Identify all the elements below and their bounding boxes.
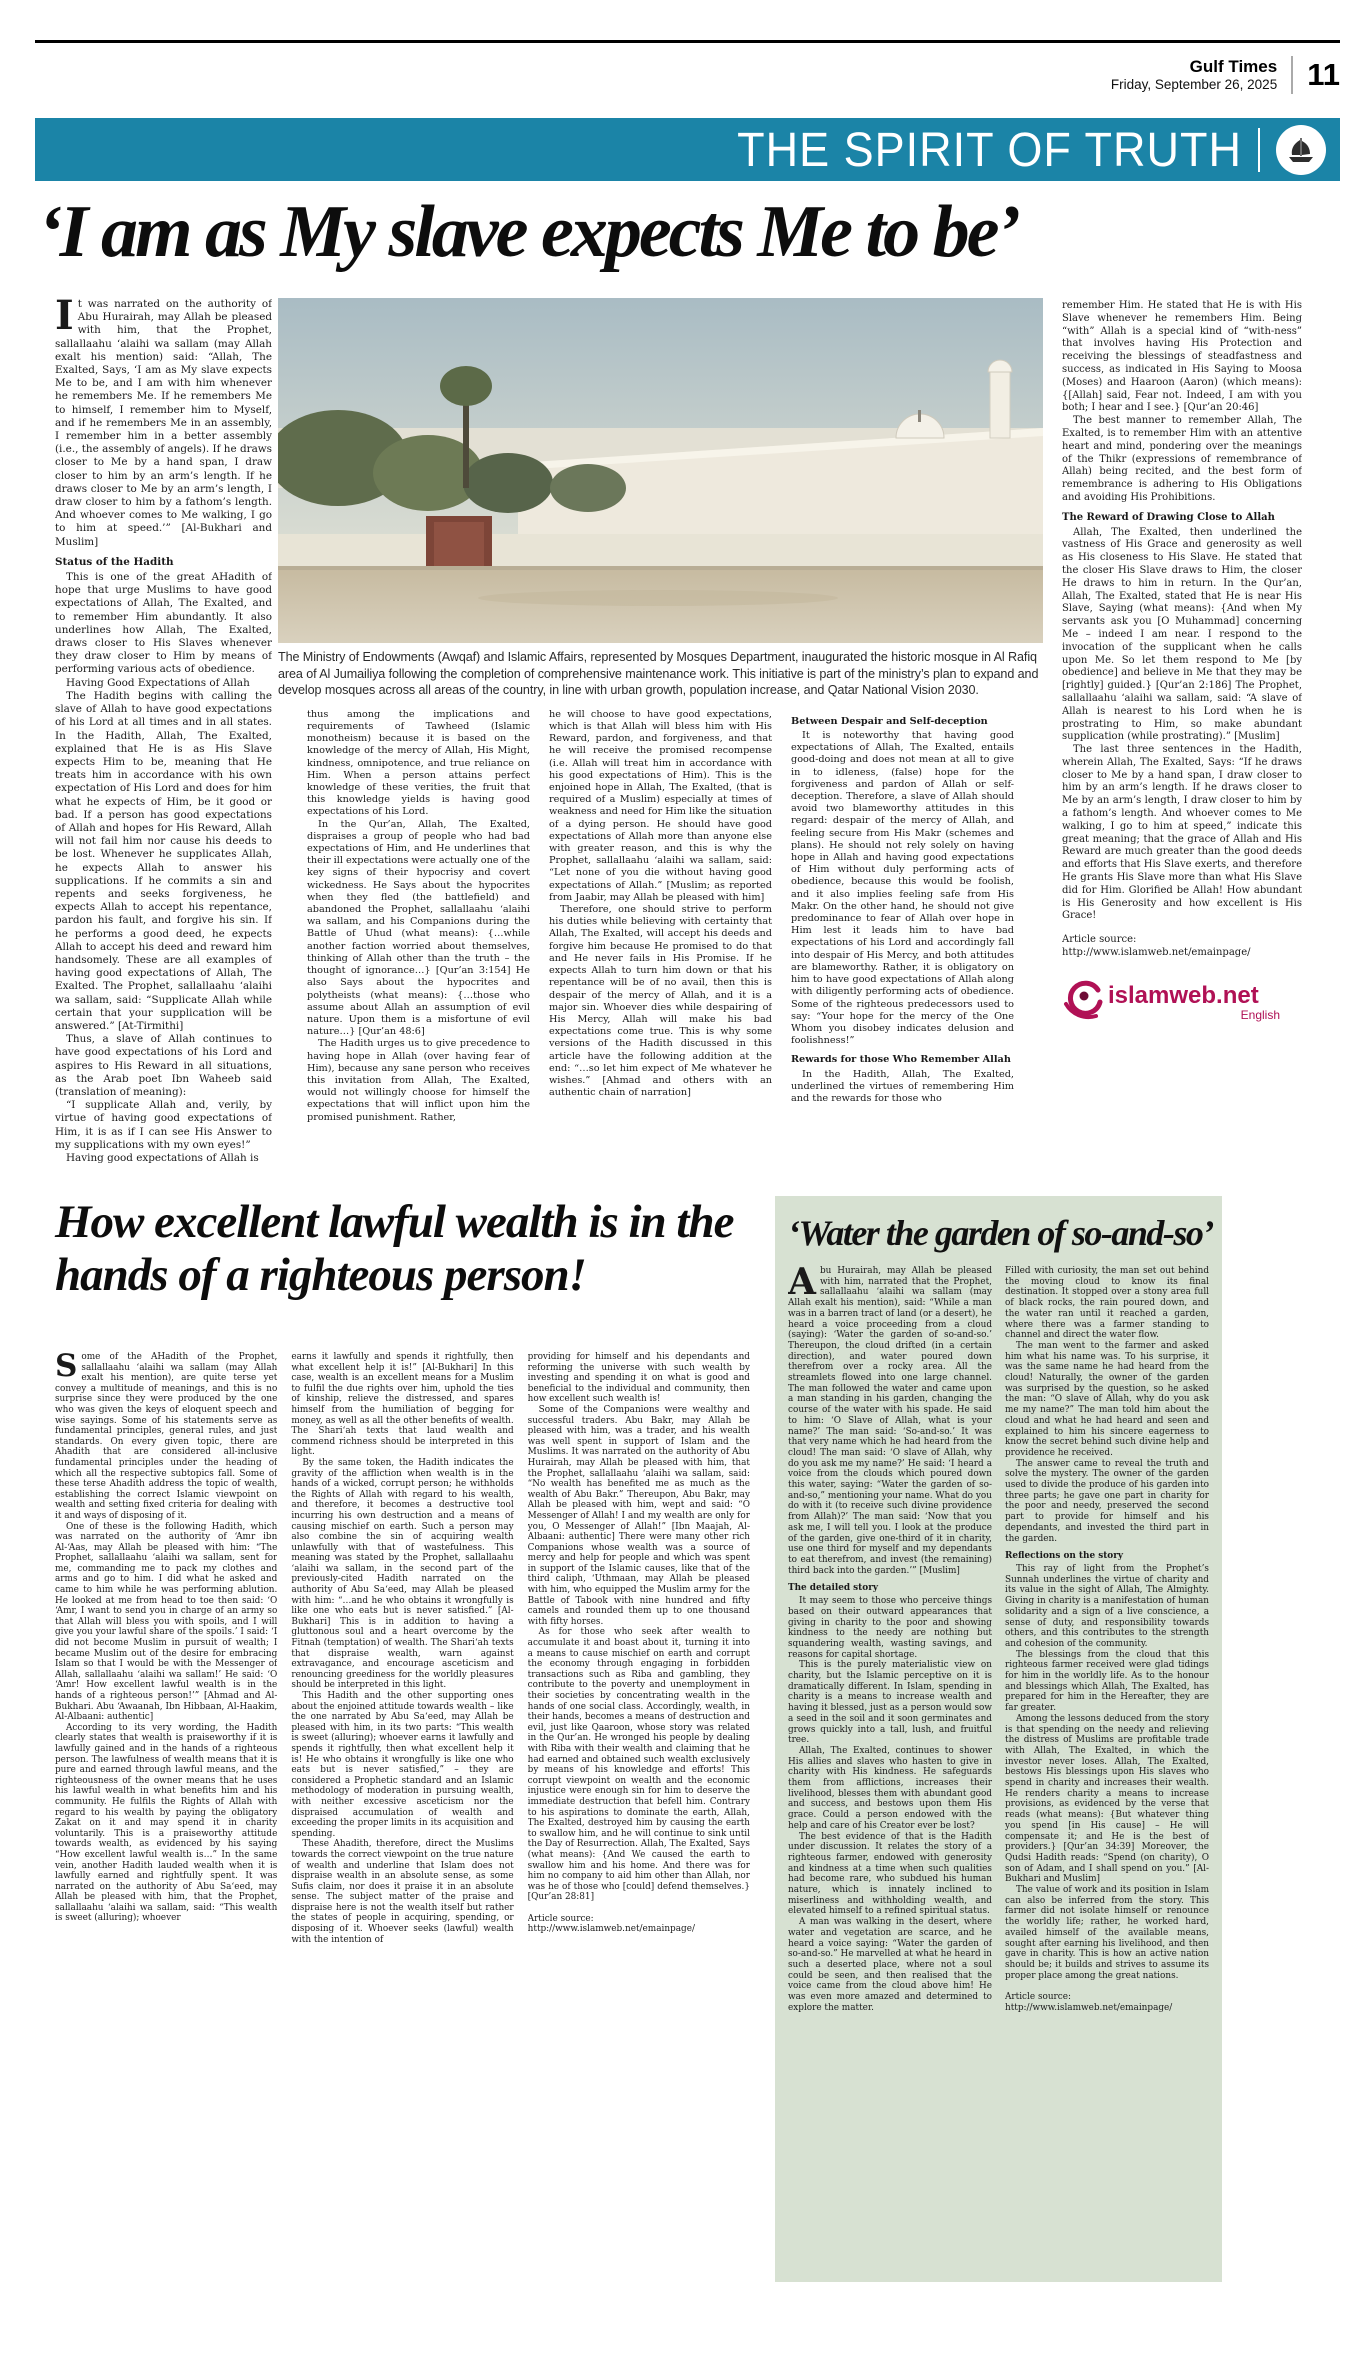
article-source: Article source: http://www.islamweb.net/emainpage/ <box>527 1913 695 1935</box>
paragraph: It may seem to those who perceive things based on their outward appearances that giving in charity to the poor and showing kindness to the needy are nothing but squandering wealth, wasting savings, and reasons for capital shortage. <box>788 1596 992 1660</box>
paragraph: The Hadith urges us to give precedence to having hope in Allah (over having fear of Him), because any sane person who receives this invitation from Allah, The Exalted, would not willingly choose for himself the expectations that will inflict upon him the promised punishment. Rather, <box>307 1038 530 1123</box>
paragraph: By the same token, the Hadith indicates the gravity of the affliction when wealth is in the hands of a wicked, corrupt person; he withholds the Rights of Allah with regard to his wealth, and therefore, it becomes a destructive tool incurring his own destruction and a means of causing mischief on earth. Such a person may also combine the sin of acquiring wealth unlawfully with that of wastefulness. This meaning was stated by the Prophet, sallallaahu ‘alaihi wa sallam, in the second part of the previously-cited Hadith narrated on the authority of Abu Sa‘eed, may Allah be pleased with him: “…and he who obtains it wrongfully is like one who eats but is never satisfied.” [Al-Bukhari] This is in addition to having a gluttonous soul and a heart overcome by the Fitnah (temptation) of wealth. The Shari‘ah texts that dispraise wealth, warn against extravagance, and encourage asceticism and renouncing greediness for the worldly pleasures should be interpreted in this light. <box>291 1457 514 1691</box>
article1-column-5 <box>1062 300 1302 1182</box>
paragraph: Some of the AHadith of the Prophet, sallallaahu ‘alaihi wa sallam (may Allah exalt his mention), are quite terse yet convey a multitude of meanings, and this is no surprise since they were produced by the one who was given the keys of eloquent speech and wise sayings. Some of his statements serve as fundamental principles, general rules, and just standards. On every given topic, there are Ahadith that are considered all-inclusive fundamental principles under the heading of which all the respective subtopics fall. Some of these terse Ahadith address the topic of wealth, establishing the correct Islamic viewpoint on wealth and setting fixed criteria for dealing with it and ways of disposing of it. <box>55 1352 278 1521</box>
paragraph: Having Good Expectations of Allah <box>66 676 250 689</box>
paragraph: remember Him. He stated that He is with His Slave whenever he remembers Him. Being “with” Allah is a special kind of “with-ness” that involves having His Protection and receiving the blessings of steadfastness and success, as indicated in His Saying to Moosa (Moses) and Haaroon (Aaron) (which means): {[Allah] said, Fear not. Indeed, I am with you both; I hear and I see.} [Qur’an 20:46] <box>1062 300 1302 414</box>
article1-column-2 <box>307 709 530 1165</box>
article1-column-3 <box>549 709 772 1165</box>
subheading: Rewards for those Who Remember Allah <box>791 1054 1011 1066</box>
subheading: Between Despair and Self-deception <box>791 715 988 727</box>
banner-divider <box>1258 128 1260 172</box>
article2-headline: How excellent lawful wealth is in the hands of a righteous person! <box>55 1196 734 1302</box>
article3-green-box <box>775 1196 1222 2282</box>
article1-column-4 <box>791 709 1014 1165</box>
masthead-titles <box>1111 57 1277 92</box>
paragraph: Among the lessons deduced from the story is that spending on the needy and relieving the distress of Muslims are profitable trade with Allah, The Exalted, in which the investor never loses. Allah, The Exalted, bestows His blessings upon His slaves who spend in charity and increases their wealth. He renders charity a means to increase provisions, as evidenced by the verse that reads (what means): {But whatever thing you spend [in His cause] – He will compensate it; and He is the best of providers.} [Qur’an 34:39] Moreover, the Qudsi Hadith reads: “Spend (on charity), O son of Adam, and I shall spend on you.” [Al-Bukhari and Muslim] <box>1005 1713 1209 1885</box>
paragraph: A man was walking in the desert, where water and vegetation are scarce, and he heard a voice saying: “Water the garden of so-and-so.” He marvelled at what he heard in such a deserted place, where not a soul could be seen, and then realised that the voice came from the cloud above him! He was even more amazed and determined to explore the matter. <box>788 1917 992 2013</box>
article-source: Article source: http://www.islamweb.net/emainpage/ <box>1005 1992 1173 2014</box>
section-title: THE SPIRIT OF TRUTH <box>737 121 1242 177</box>
subheading: The Reward of Drawing Close to Allah <box>1062 511 1275 523</box>
drop-cap: I <box>55 298 74 339</box>
section-banner <box>35 118 1340 181</box>
paragraph: As for those who seek after wealth to accumulate it and boast about it, turning it into a means to cause mischief on earth and corrupt the economy through engaging in forbidden transactions such as Riba and gambling, they contribute to the poverty and unemployment in their societies by concentrating wealth in the hands of one social class. Accordingly, wealth, in their hands, becomes a means of destruction and evil, just like Qaaroon, whose story was related in the Qur’an. He wronged his people by dealing with Riba with their wealth and claiming that he had earned and obtained such wealth exclusively by means of his knowledge and efforts! This corrupt viewpoint on wealth and the economic injustice were enough sin for him to deserve the immediate destruction that befell him. Contrary to his aspirations to dominate the earth, Allah, The Exalted, destroyed him by causing the earth to swallow him, and he will continue to sink until the Day of Resurrection. Allah, The Exalted, Says (what means): {And We caused the earth to swallow him and his home. And there was for him no company to aid him other than Allah, nor was he of those who [could] defend themselves.} [Qur’an 28:81] <box>527 1627 750 1903</box>
subheading: The detailed story <box>788 1583 879 1594</box>
paragraph: The best manner to remember Allah, The Exalted, is to remember Him with an attentive heart and mind, pondering over the meanings of the Thikr (expressions of remembrance of Allah) being recited, and the best form of remembrance is adhering to His Obligations and avoiding His Prohibitions. <box>1062 415 1302 503</box>
article2-column-1 <box>55 1352 277 2328</box>
paragraph: Thus, a slave of Allah continues to have good expectations of his Lord and aspires to His Reward in all situations, as the Arab poet Ibn Waheeb said (translation of meaning): <box>55 1033 272 1098</box>
paragraph: Therefore, one should strive to perform his duties while believing with certainty that Allah, The Exalted, will accept his deeds and forgive him because He promised to do that and He never fails in His Promise. If he expects Allah to turn him down or that his repentance will be of no avail, then this is despair of the mercy of Allah, and it is a major sin. Whoever dies while despairing of His Mercy, Allah will make his bad expectations come true. This is why some versions of the Hadith discussed in this article have the following addition at the end: “…so let him expect of Me whatever he wishes.” [Ahmad and others with an authentic chain of narration] <box>549 904 772 1099</box>
paragraph: The best evidence of that is the Hadith under discussion. It relates the story of a righteous farmer, endowed with generosity and kindness at a time when such qualities had become rare, who subdued his human nature, which is innately inclined to miserliness and withholding wealth, and elevated himself to a refined spiritual status. <box>788 1831 992 1917</box>
paragraph: This is one of the great AHadith of hope that urge Muslims to have good expectations of Allah, The Exalted, and to remember Him abundantly. It also underlines how Allah, The Exalted, draws closer to His Slaves whenever they draw closer to Him by means of performing various acts of obedience. <box>55 571 272 676</box>
svg-text:English: English <box>1240 1007 1280 1022</box>
drop-cap: A <box>788 1266 816 1303</box>
article1-column-5-text <box>1062 300 1302 960</box>
paragraph: Having good expectations of Allah is <box>66 1152 259 1164</box>
paragraph: In the Hadith, Allah, The Exalted, underlined the virtues of remembering Him and the rewards for those who <box>791 1068 1014 1104</box>
paragraph: One of these is the following Hadith, which was narrated on the authority of ‘Amr ibn Al-‘Aas, may Allah be pleased with him: “The Prophet, sallallaahu ‘alaihi wa sallam, sent for me, commanding me to pack my clothes and arms and go to him. I did what he asked and came to him while he was performing ablution. He looked at me from head to toe then said: ‘O ‘Amr, I want to send you in charge of an army so that Allah will bless you with spoils, and I will give you your lawful share of the spoils.’ I said: ‘I did not become Muslim in pursuit of wealth; I became Muslim out of the desire for embracing Islam so that I would be with the Messenger of Allah, sallallaahu ‘alaihi wa sallam!’ He said: ‘O ‘Amr! How excellent lawful wealth is in the hands of a righteous person!’” [Ahmad and Al-Bukhari. Abu ‘Awaanah, Ibn Hibbaan, Al-Haakim, Al-Albaani: authentic] <box>55 1521 278 1723</box>
article2-column-3 <box>528 1352 750 2328</box>
mosque-photo <box>278 298 1043 643</box>
paragraph: he will choose to have good expectations, which is that Allah will bless him with His Reward, pardon, and forgiveness, and that he will receive the promised recompense (i.e. Allah will treat him in accordance with his good expectations of Him). This is the enjoined hope in Allah, The Exalted, (that is required of a Muslim) especially at times of weakness and need for Him like the situation of a dying person. He should have good expectations of Allah more than anyone else with greater reason, and this is why the Prophet, sallallaahu ‘alaihi wa sallam, said: “Let none of you die without having good expectations of Allah.” [Muslim; as reported from Jaabir, may Allah be pleased with him] <box>549 708 772 903</box>
subheading: Status of the Hadith <box>55 555 174 568</box>
paragraph: providing for himself and his dependants and reforming the universe with such wealth by investing and spending it on what is good and beneficial to the individual and community, then how excellent such wealth is! <box>527 1352 750 1405</box>
article1-photo-block <box>278 298 1043 1182</box>
paragraph: This ray of light from the Prophet’s Sunnah underlines the virtue of charity and its value in the sight of Allah, The Almighty. Giving in charity is a manifestation of human solidarity and a sign of a live conscience, a sense of duty, and responsibility towards others, and this contributes to the strength and cohesion of the community. <box>1005 1563 1209 1649</box>
article3-headline: ‘Water the garden of so-and-so’ <box>788 1213 1213 1253</box>
paragraph: Allah, The Exalted, continues to shower His allies and slaves who hasten to give in charity with His kindness. He safeguards them from afflictions, increases their livelihood, blesses them with abundant good and success, and bestows upon them His grace. Could a person endowed with the help and care of his Creator ever be lost? <box>788 1745 992 1831</box>
paragraph: The blessings from the cloud that this righteous farmer received were glad tidings for him in the worldly life. As to the honour and blessings which Allah, The Exalted, has prepared for him in the Hereafter, they are far greater. <box>1005 1649 1209 1714</box>
paragraph: “I supplicate Allah and, verily, by virtue of having good expectations of Him, it is as if I can see His Answer to my supplications with my own eyes!” <box>55 1099 272 1151</box>
paragraph: Abu Hurairah, may Allah be pleased with him, narrated that the Prophet, sallallaahu ‘alaihi wa sallam (may Allah exalt his mention), said: “While a man was in a barren tract of land (or a desert), he heard a voice proceeding from a cloud (saying): ‘Water the garden of so-and-so.’ Thereupon, the cloud drifted (in a certain direction), and water poured down therefrom over a rocky area. All the streamlets flowed into one large channel. The man followed the water and came upon a man standing in his garden, changing the course of the water with his spade. He said to him: ‘O Slave of Allah, what is your name?’ The man said: ‘So-and-so.’ It was that very name which he had heard from the cloud! The man said: ‘O slave of Allah, why do you ask me my name?’ He said: ‘I heard a voice from the clouds which poured down this water, saying: “Water the garden of so-and-so,” mentioning your name. What do you do with it (to receive such divine providence from Allah)?’ The man said: ‘Now that you ask me, I will tell you. I look at the produce of the garden, give one-third of it in charity, use one third for myself and my dependants to eat therefrom, and invest (the remaining) third back into the garden.’” [Muslim] <box>788 1266 992 1576</box>
paragraph: Allah, The Exalted, then underlined the vastness of His Grace and generosity as well as His closeness to His Slave. He stated that the closer His Slave draws to Him, the closer He draws to him in return. In the Qur’an, Allah, The Exalted, stated that He is near His Slave, Saying (what means): {And when My servants ask you [O Muhammad] concerning Me – indeed I am near. I respond to the invocation of the supplicant when he calls upon Me. So let them respond to Me [by obedience] and believe in Me that they may be [rightly] guided.} [Qur’an 2:186] The Prophet, sallallaahu ‘alaihi wa sallam, said: “A slave of Allah is nearest to his Lord when he is prostrating to Him, so make abundant supplication (while prostrating).” [Muslim] <box>1062 526 1302 743</box>
paragraph: The last three sentences in the Hadith, wherein Allah, The Exalted, Says: “If he draws closer to Me by a hand span, I draw closer to him by an arm’s length. If he draws closer to Me by an arm’s length, I draw closer to him by a fathom’s length. And whoever comes to Me walking, I go to him at speed,” indicate this great meaning; that the grace of Allah and His Reward are much greater than the good deeds and efforts that His Slave exerts, and therefore He grants His Slave more than what His Slave did for Him. Glorified be Allah! How abundant is His Generosity and how excellent is His Grace! <box>1062 744 1302 922</box>
islamweb-logo <box>1062 970 1302 1029</box>
article3-columns <box>788 1266 1209 2261</box>
paragraph: thus among the implications and requirements of Tawheed (Islamic monotheism) because it is based on the knowledge of the mercy of Allah, His Might, kindness, omnipotence, and true reliance on Him. When a person attains perfect knowledge of these verities, the fruit that this knowledge yields is having good expectations of his Lord. <box>307 708 530 818</box>
paragraph: The Hadith begins with calling the slave of Allah to have good expectations of his Lord at all times and in all states. In the Hadith, Allah, The Exalted, explained that He is as His Slave expects Him to be, meaning that He treats him in accordance with his own expectation of His Lord and does for him what he expects of Him, be it good or bad. If a person has good expectations of Allah and hopes for His Reward, Allah will not fail him nor cause his deeds to be lost. Whenever he supplicates Allah, he expects Allah to answer his supplications. If he commits a sin and repents and seeks forgiveness, he expects Allah to accept his repentance, pardon his fault, and forgive his sin. If he performs a good deed, he expects Allah to accept his deed and reward him handsomely. These are all examples of having good expectations of Allah, The Exalted. The Prophet, sallallaahu ‘alaihi wa sallam, said: “Supplicate Allah while certain that your supplication will be answered.” [At-Tirmithi] <box>55 689 272 1032</box>
masthead <box>900 56 1340 94</box>
subheading: Reflections on the story <box>1005 1551 1124 1562</box>
paragraph: In the Qur’an, Allah, The Exalted, dispraises a group of people who had bad expectations of Him, and He underlines that their ill expectations were actually one of the key signs of their hypocrisy and covert wickedness. He Says about the hypocrites when they fled (the battlefield) and abandoned the Prophet, sallallaahu ‘alaihi wa sallam, and his Companions during the Battle of Uhud (what means): {…while another faction worried about themselves, thinking of Allah other than the truth – the thought of ignorance…} [Qur’an 3:154] He also Says about the hypocrites and polytheists (what means): {…those who assume about Allah an assumption of evil nature. Upon them is a misfortune of evil nature…} [Qur’an 48:6] <box>307 818 530 1038</box>
article1-lower-columns <box>278 709 1043 1165</box>
page-number: 11 <box>1307 57 1340 92</box>
photo-caption: The Ministry of Endowments (Awqaf) and Islamic Affairs, represented by Mosques Department, inaugurated the historic mosque in Al Rafiq area of Al Jumailiya following the completion of comprehensive maintenance work. This initiative is part of the ministry’s plan to expand and develop mosques across all areas of the country, in line with urban growth, population increase, and Qatar National Vision 2030. <box>278 650 1039 698</box>
issue-date: Friday, September 26, 2025 <box>1110 77 1278 93</box>
paragraph: These Ahadith, therefore, direct the Muslims towards the correct viewpoint on the true nature of wealth and underline that Islam does not dispraise wealth in an absolute sense, as some Sufis claim, nor does it praise it in an absolute sense. The subject matter of the praise and dispraise here is not the wealth itself but rather the states of people in acquiring, spending, or disposing of it. Whoever seeks (lawful) wealth with the intention of <box>291 1839 514 1945</box>
masthead-divider <box>1291 56 1293 94</box>
paragraph: earns it lawfully and spends it rightfully, then what excellent help it is!” [Al-Bukhari] In this case, wealth is an excellent means for a Muslim to fulfil the due rights over him, uphold the ties of kinship, relieve the distressed, and spares himself from the humiliation of begging for money, as well as all the other benefits of wealth. The Shari‘ah texts that laud wealth and commend richness should be interpreted in this light. <box>291 1352 514 1458</box>
paragraph: According to its very wording, the Hadith clearly states that wealth is praiseworthy if it is lawfully gained and in the hands of a righteous person. The lawfulness of wealth means that it is pure and earned through lawful means, and the righteousness of the owner means that he uses his lawful wealth in what benefits him and his community. He fulfils the Rights of Allah with regard to his wealth by paying the obligatory Zakat on it and may spend it in charity voluntarily. This is a praiseworthy attitude towards wealth, as evidenced by his saying “How excellent lawful wealth is…” In the same vein, another Hadith lauded wealth when it is lawfully earned and rightfully spent. It was narrated on the authority of Abu Sa‘eed, may Allah be pleased with him, that the Prophet, sallallaahu ‘alaihi wa sallam, said: “This wealth is sweet (alluring); whoever <box>55 1722 278 1924</box>
article2-columns <box>55 1352 750 2328</box>
article2-column-2 <box>291 1352 513 2328</box>
article1-column-1 <box>55 298 272 1182</box>
drop-cap: S <box>55 1352 78 1384</box>
paragraph: It was narrated on the authority of Abu Hurairah, may Allah be pleased with him, that the Prophet, sallallaahu ‘alaihi wa sallam (may Allah exalt his mention) said: “Allah, The Exalted, Says, ‘I am as My slave expects Me to be, and I am with him whenever he remembers Me. If he remembers Me to himself, I remember him to Myself, and if he remembers Me in an assembly, I remember him in a better assembly (i.e., the assembly of angels). If he draws closer to Me by a hand span, I draw closer to him by an arm’s length. If he draws closer to Me by an arm’s length, I draw closer to him by a fathom’s length. And whoever comes to Me walking, I go to him at speed.’” [Al-Bukhari and Muslim] <box>55 298 272 548</box>
top-rule <box>35 40 1340 43</box>
paragraph: This is the purely materialistic view on charity, but the Islamic perceptive on it is dramatically different. In Islam, spending in charity is a means to increase wealth and having it blessed, just as a person would sow a seed in the soil and it soon germinates and grows quickly into a tall, lush, and fruitful tree. <box>788 1660 992 1746</box>
paragraph: The answer came to reveal the truth and solve the mystery. The owner of the garden used to divide the produce of his garden into three parts; he gave one part in charity for the poor and needy, preserved the second part to provide for himself and his dependants, and invested the third part in the garden. <box>1005 1458 1209 1544</box>
article1-headline: ‘I am as My slave expects Me to be’ <box>38 191 1019 273</box>
paragraph: It is noteworthy that having good expectations of Allah, The Exalted, entails good-doing and does not mean at all to give in to idleness, (false) hope for the forgiveness and pardon of Allah or self-deception. Therefore, a slave of Allah should avoid two blameworthy attitudes in this regard: despair of the mercy of Allah, and feeling secure from His Makr (schemes and plans). He should not rely solely on having hope in Allah and having good expectations of Him without duly performing acts of obedience, because this would be foolish, and it also implies feeling safe from His Makr. On the other hand, he should not give predominance to fear of Allah over hope in Him lest it leads him to have bad expectations of his Lord and accordingly fall into despair of His Mercy, and both attitudes are blameworthy. Rather, it is obligatory on him to have good expectations of Allah along with diligently performing acts of obedience. Some of the righteous predecessors used to say: “Your hope for the mercy of the One Whom you disobey indicates delusion and foolishness!” <box>791 730 1014 1047</box>
article3-column-2 <box>1005 1266 1209 2261</box>
article3-column-1 <box>788 1266 992 2261</box>
paragraph: This Hadith and the other supporting ones about the enjoined attitude towards wealth – like the one narrated by Abu Sa‘eed, may Allah be pleased with him, in its two parts: “This wealth is sweet (alluring); whoever earns it lawfully and spends it rightfully, then what excellent help it is! He who obtains it wrongfully is like one who eats but is never satisfied,” – they are considered a Prophetic standard and an Islamic methodology of moderation in pursuing wealth, with neither excessive asceticism nor the dispraised accumulation of wealth and exceeding the proper limits in its acquisition and spending. <box>291 1691 514 1839</box>
paper-name: Gulf Times <box>1189 57 1278 77</box>
paragraph: Some of the Companions were wealthy and successful traders. Abu Bakr, may Allah be pleased with him, was a trader, and his wealth was well spent in support of Islam and the Muslims. It was narrated on the authority of Abu Hurairah, may Allah be pleased with him, that the Prophet, sallallaahu ‘alaihi wa sallam, said: “No wealth has benefited me as much as the wealth of Abu Bakr.” Thereupon, Abu Bakr, may Allah be pleased with him, wept and said: “O Messenger of Allah! I and my wealth are only for you, O Messenger of Allah!” [Ibn Maajah, Al-Albaani: authentic] There were many other rich Companions whose wealth was a source of mercy and help for people and which was spent in support of the Islamic causes, like that of the third caliph, ‘Uthmaan, may Allah be pleased with him, who equipped the Muslim army for the Battle of Tabook with nine hundred and fifty camels and rounded them up to one thousand with fifty horses. <box>527 1404 750 1627</box>
paragraph: Filled with curiosity, the man set out behind the moving cloud to know its final destination. It stopped over a stony area full of black rocks, the rain poured down, and the water ran until it reached a garden, where there was a farmer standing to channel and direct the water flow. <box>1005 1266 1209 1341</box>
paragraph: The value of work and its position in Islam can also be inferred from the story. This farmer did not isolate himself or renounce the worldly life; rather, he worked hard, availed himself of the available means, sought after earning his livelihood, and then gave in charity. This is how an active nation should be; it builds and strives to assume its proper place among the great nations. <box>1005 1885 1209 1981</box>
article-source: Article source: http://www.islamweb.net/emainpage/ <box>1062 934 1251 959</box>
paragraph: The man went to the farmer and asked him what his name was. To his surprise, it was the same name he had heard from the cloud! Naturally, the owner of the garden was surprised by the question, so he asked the man: “O slave of Allah, why do you ask me my name?” The man told him about the cloud and what he had heard and seen and explained to him his sincere eagerness to know the secret behind such divine help and providence he received. <box>1005 1340 1209 1458</box>
dhow-icon <box>1276 125 1326 175</box>
svg-text:islamweb.net: islamweb.net <box>1108 981 1259 1009</box>
